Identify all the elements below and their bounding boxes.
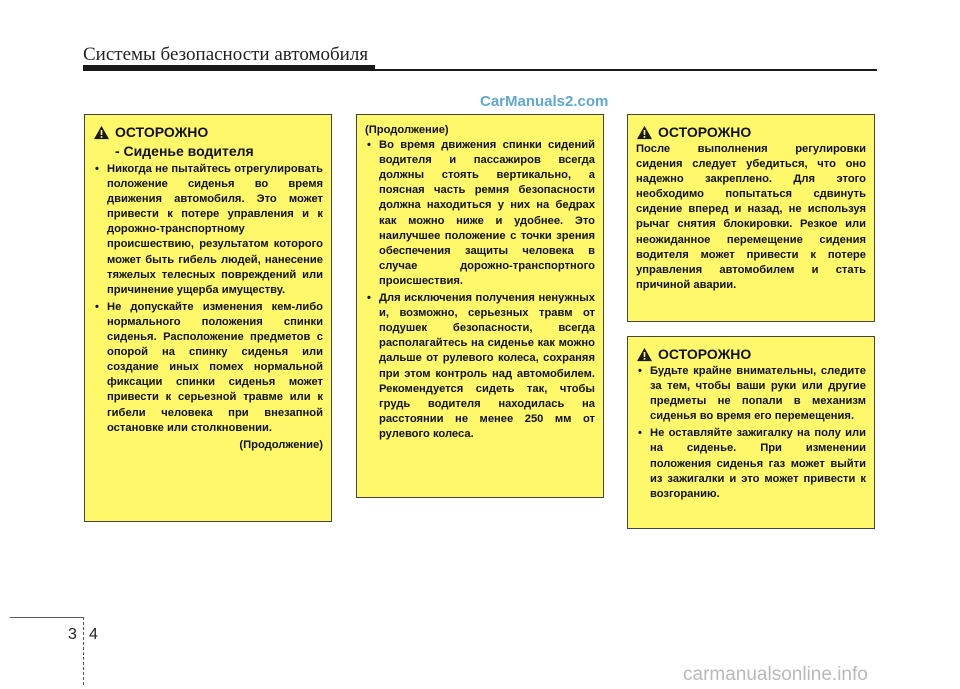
list-item: • Не допускайте изменения кем-либо нормального положения спинки сиденья. Расположение предметов с опорой на спинку сиденья или создание иных помех нормальной фиксации спинки сиденья может привести к серьезной травме или к гибели человека при внезапной остановке или столкновении. <box>95 300 323 434</box>
warning-heading-text: ОСТОРОЖНО <box>658 124 752 140</box>
warning-subtitle: - Сиденье водителя <box>115 143 254 159</box>
header-rule-thin <box>375 69 877 71</box>
list-item: • Для исключения получения ненужных и, возможно, серьезных травм от подушек безопасности, всегда располагайтесь на сиденье как можно дальше от рулевого колеса, сохраняя при этом контроль над автомобилем. Рекомендуется сидеть так, чтобы грудь водителя находилась на расстоянии не менее 250 мм от рулевого колеса. <box>367 292 595 440</box>
list-item: • Никогда не пытайтесь отрегулировать положение сиденья во время движения автомобиля. Это может привести к потере управления и к дорожно-транспортному происшествию, результатом которого может быть гибель людей, нанесение тяжелых телесных повреждений или причинение ущерба имуществу. <box>95 163 323 296</box>
warning-heading <box>636 345 866 363</box>
list-item: • Во время движения спинки сидений водителя и пассажиров всегда должны стоять вертикально, а поясная часть ремня безопасности должна находиться у них на бедрах как можно ниже и удобнее. Это наилучшее положение с точки зрения обеспечения защиты человека в случае дорожно-транспортного происшествия. <box>367 139 595 287</box>
warning-list <box>93 162 323 436</box>
list-item-text: Не оставляйте зажигалку на полу или на сиденье. При изменении положения сиденья газ может выйти из зажигалки и это может привести к возгоранию. <box>650 427 866 500</box>
page-number-divider <box>83 617 85 685</box>
list-item-text: Никогда не пытайтесь отрегулировать положение сиденья во время движения автомобиля. Это может привести к потере управления и к дорожно-транспортному происшествию, результатом которого может быть гибель людей, нанесение тяжелых телесных повреждений или причинение ущерба имуществу. <box>107 163 323 296</box>
warning-box-seat-lock <box>627 114 875 322</box>
warning-heading-text: ОСТОРОЖНО <box>115 124 209 140</box>
watermark-top: CarManuals2.com <box>480 93 609 110</box>
list-item-text: Во время движения спинки сидений водителя и пассажиров всегда должны стоять вертикально, а поясная часть ремня безопасности должна находиться у них на бедрах как можно ниже и удобнее. Это наилучшее положение с точки зрения обеспечения защиты человека в случае дорожно-транспортного происшествия. <box>379 139 595 287</box>
continued-label: (Продолжение) <box>239 438 323 451</box>
list-item: • Не оставляйте зажигалку на полу или на сиденье. При изменении положения сиденья газ может выйти из зажигалки и это может привести к возгоранию. <box>638 427 866 500</box>
list-item-text: Будьте крайне внимательны, следите за тем, чтобы ваши руки или другие предметы не попали в механизм сиденья во время его перемещения. <box>650 365 866 423</box>
warning-heading <box>636 123 866 141</box>
warning-triangle-icon <box>636 347 653 362</box>
list-item: • Будьте крайне внимательны, следите за тем, чтобы ваши руки или другие предметы не попали в механизм сиденья во время его перемещения. <box>638 365 866 423</box>
section-title: Системы безопасности автомобиля <box>83 44 369 65</box>
watermark-bottom: carmanualsonline.info <box>683 664 868 685</box>
warning-heading <box>93 123 323 141</box>
warning-box-seat-mechanism <box>627 336 875 529</box>
continued-label: (Продолжение) <box>365 124 449 136</box>
warning-heading-text: ОСТОРОЖНО <box>658 346 752 362</box>
warning-list <box>636 364 866 502</box>
warning-text: После выполнения регулировки сидения следует убедиться, что оно надежно закреплено. Для этого необходимо попытаться сдвинуть сидение вперед и назад, не используя рычаг снятия блокировки. Резкое или неожиданное перемещение сидения водителя может привести к потере управления автомобилем и стать причиной аварии. <box>636 143 866 291</box>
list-item-text: Для исключения получения ненужных и, возможно, серьезных травм от подушек безопасности, всегда располагайтесь на сиденье как можно дальше от рулевого колеса, сохраняя при этом контроль над автомобилем. Рекомендуется сидеть так, чтобы грудь водителя находилась на расстоянии не менее 250 мм от рулевого колеса. <box>379 292 595 440</box>
header-rule-thick <box>83 65 375 71</box>
list-item-text: Не допускайте изменения кем-либо нормального положения спинки сиденья. Расположение предметов с опорой на спинку сиденья или создание иных помех нормальной фиксации спинки сиденья может привести к серьезной травме или к гибели человека при внезапной остановке или столкновении. <box>107 300 323 434</box>
warning-triangle-icon <box>93 125 110 140</box>
warning-box-continued <box>356 114 604 498</box>
chapter-number: 3 <box>68 626 77 643</box>
footer-rule <box>10 617 83 619</box>
page-number: 4 <box>89 626 98 643</box>
warning-list <box>365 138 595 442</box>
warning-box-driver-seat <box>84 114 332 522</box>
warning-triangle-icon <box>636 125 653 140</box>
